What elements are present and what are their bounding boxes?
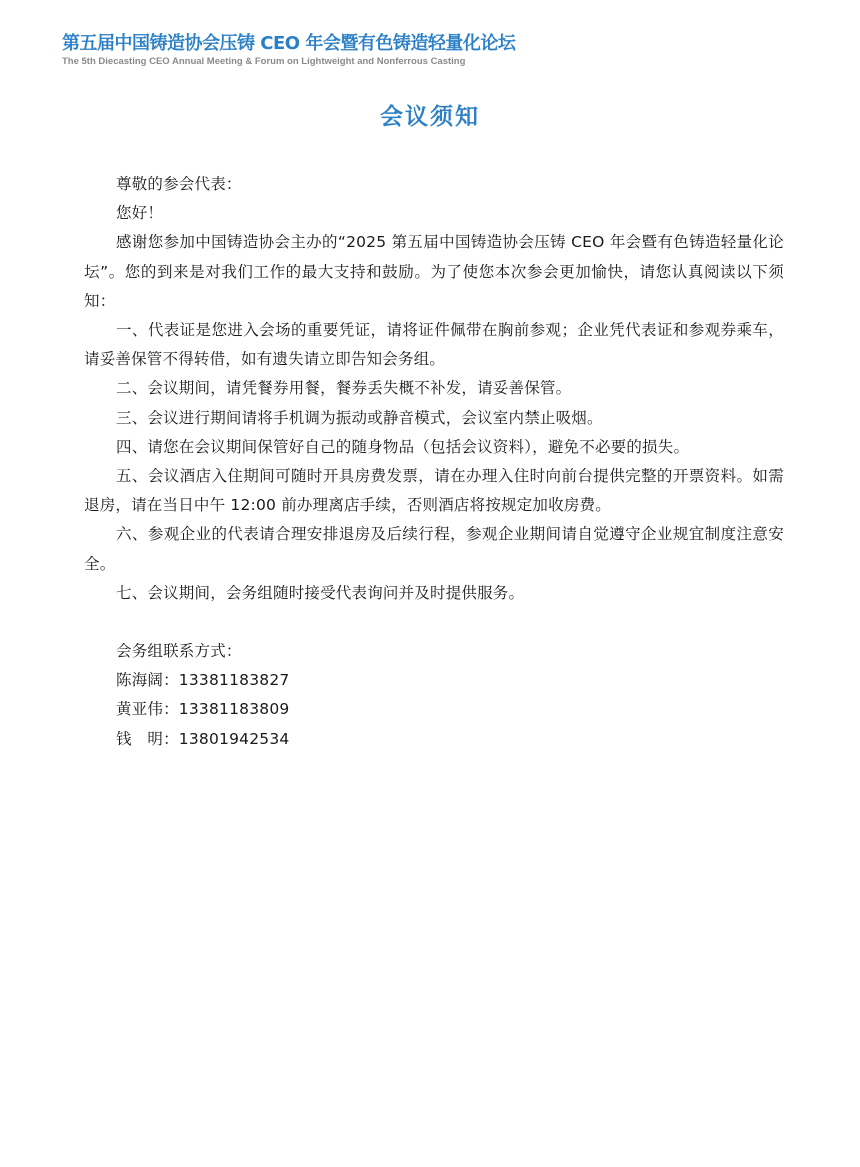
header-title-en: The 5th Diecasting CEO Annual Meeting & Forum on Lightweight and Nonferrous Casting (62, 56, 466, 67)
conference-header (62, 34, 515, 68)
notice-item-7: 七、会议期间，会务组随时接受代表询问并及时提供服务。 (116, 583, 525, 602)
contact-person: 钱 明：13801942534 (116, 729, 290, 748)
section-spacer (84, 608, 784, 637)
salutation: 尊敬的参会代表： (116, 175, 242, 193)
contact-person: 黄亚伟：13381183809 (116, 700, 290, 719)
greeting: 您好！ (116, 204, 164, 223)
notice-item-4: 四、请您在会议期间保管好自己的随身物品（包括会议资料），避免不必要的损失。 (116, 437, 690, 456)
intro-paragraph: 感谢您参加中国铸造协会主办的“2025 第五届中国铸造协会压铸 CEO 年会暨有色铸造轻量化论坛”。您的到来是对我们工作的最大支持和鼓励。为了使您本次参会更加愉快，请您认真阅读以下须知： (84, 233, 784, 310)
header-title-cn: 第五届中国铸造协会压铸 CEO 年会暨有色铸造轻量化论坛 (62, 33, 516, 54)
notice-item-1: 一、代表证是您进入会场的重要凭证，请将证件佩带在胸前参观；企业凭代表证和参观券乘车，请妥善保管不得转借，如有遗失请立即告知会务组。 (84, 321, 784, 369)
notice-item-6: 六、参观企业的代表请合理安排退房及后续行程，参观企业期间请自觉遵守企业规宜制度注意安全。 (84, 525, 784, 573)
document-title: 会议须知 (380, 104, 480, 130)
contact-person: 陈海阔：13381183827 (116, 671, 290, 690)
notice-item-5: 五、会议酒店入住期间可随时开具房费发票，请在办理入住时向前台提供完整的开票资料。如需退房，请在当日中午 12:00 前办理离店手续，否则酒店将按规定加收房费。 (84, 467, 784, 515)
notice-item-3: 三、会议进行期间请将手机调为振动或静音模式，会议室内禁止吸烟。 (116, 408, 603, 427)
notice-item-2: 二、会议期间，请凭餐券用餐，餐券丢失概不补发，请妥善保管。 (116, 379, 572, 398)
notice-body (84, 170, 784, 754)
contact-heading: 会务组联系方式： (116, 642, 242, 661)
